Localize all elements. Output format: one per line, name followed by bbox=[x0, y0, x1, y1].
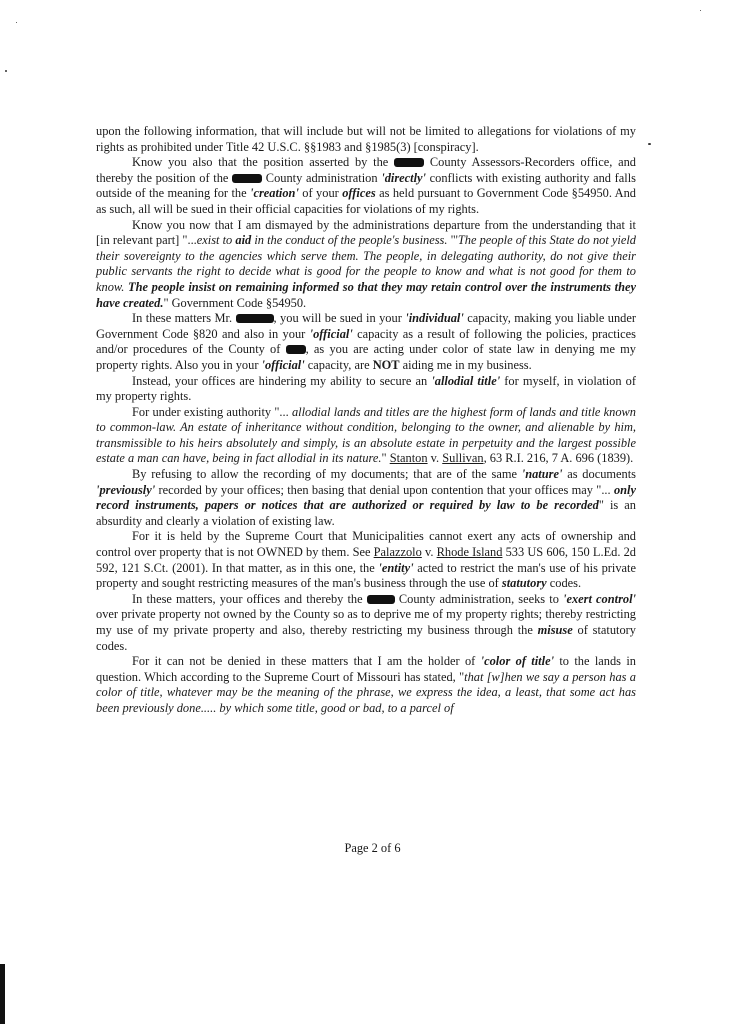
text-run: In these matters, your offices and thereby the bbox=[132, 591, 367, 606]
text-run: capacity, are bbox=[304, 357, 373, 372]
text-run: , 63 R.I. 216, 7 A. 696 (1839). bbox=[483, 451, 634, 466]
scan-edge-mark bbox=[0, 964, 5, 1024]
text-run: 'allodial title' bbox=[431, 373, 501, 388]
text-run: Instead, your offices are hindering my ability to secure an bbox=[132, 373, 432, 388]
text-run: 'color of title' bbox=[480, 654, 555, 669]
text-run: Know you also that the position asserted by the bbox=[132, 155, 395, 170]
text-run: recorded by your offices; then basing that denial upon contention that your offices may "... bbox=[155, 482, 614, 497]
scan-speck bbox=[648, 143, 651, 145]
scan-speck bbox=[700, 10, 701, 11]
text-run: For it can not be denied in these matters that I am the holder of bbox=[132, 654, 481, 669]
redaction-block bbox=[394, 158, 424, 167]
case-name: Rhode Island bbox=[436, 545, 503, 560]
text-run: "' bbox=[447, 233, 458, 248]
text-run: only record instruments, papers or notices that are authorized or required by law to be recorded bbox=[96, 482, 636, 513]
text-run: , as you are acting under color of state law in denying me my property rights. Also you in your bbox=[96, 342, 636, 372]
page-number: Page 2 of 6 bbox=[344, 841, 401, 855]
text-run: exist to bbox=[196, 233, 236, 248]
text-run: 'creation' bbox=[250, 186, 299, 201]
paragraph bbox=[96, 218, 636, 312]
text-run: 'individual' bbox=[405, 311, 464, 326]
text-run: 'directly' bbox=[381, 170, 426, 185]
redaction-block bbox=[236, 314, 274, 323]
text-run: , you will be sued in your bbox=[273, 311, 406, 326]
text-run: 'official' bbox=[261, 357, 305, 372]
text-run: 'official' bbox=[309, 326, 353, 341]
text-run: in the conduct of the people's business. bbox=[251, 233, 448, 248]
paragraph bbox=[96, 529, 636, 591]
text-run: acted to restrict the man's use of his private property and sought restricting measures of the man's business through the use of bbox=[96, 560, 636, 591]
text-run: over private property not owned by the County so as to deprive me of my property rights; thereby restricting my use of my private property and also, thereby restricting my business through the bbox=[96, 607, 636, 637]
text-run: of statutory codes. bbox=[96, 623, 636, 653]
text-run: for myself, in violation of my property rights. bbox=[96, 373, 636, 404]
text-run: as documents bbox=[562, 467, 636, 482]
paragraph bbox=[96, 374, 636, 405]
case-name: Stanton bbox=[389, 451, 428, 466]
text-run: " bbox=[381, 451, 390, 466]
text-run: misuse bbox=[537, 623, 573, 637]
text-run: County administration, seeks to bbox=[394, 591, 564, 606]
text-run: codes. bbox=[546, 576, 582, 591]
paragraph bbox=[96, 467, 636, 529]
text-run: 'exert control' bbox=[563, 591, 636, 606]
text-run: v. bbox=[421, 545, 437, 560]
text-run: The people of this State do not yield their sovereignty to the agencies which serve them. The people, in delegating authority, do not give their public servants the right to decide what is good for the people to know and what is not good for them to know. bbox=[96, 233, 636, 294]
paragraph bbox=[96, 405, 636, 467]
text-run: NOT bbox=[372, 357, 400, 372]
paragraph bbox=[96, 654, 636, 716]
text-run: v. bbox=[427, 451, 443, 466]
text-run: The people insist on remaining informed so that they may retain control over the instruments they have created. bbox=[96, 279, 636, 310]
case-name: Sullivan bbox=[442, 451, 484, 466]
text-run: conflicts with existing authority and falls outside of the meaning for the bbox=[96, 170, 636, 201]
case-name: Palazzolo bbox=[373, 545, 422, 560]
text-run: " is an absurdity and clearly a violation of existing law. bbox=[96, 498, 636, 528]
text-run: 533 US 606, 150 L.Ed. 2d 592, 121 S.Ct. (2001). In that matter, as in this one, the bbox=[96, 545, 636, 575]
text-run: capacity as a result of following the policies, practices and/or procedures of the County of bbox=[96, 326, 636, 357]
text-run: " Government Code §54950. bbox=[163, 295, 307, 310]
text-run: In these matters Mr. bbox=[132, 311, 236, 326]
text-run: Know you now that I am dismayed by the administrations departure from the understanding that it [in relevant part] "... bbox=[96, 217, 636, 248]
paragraph bbox=[96, 592, 636, 654]
scan-speck bbox=[5, 70, 7, 72]
text-run: offices bbox=[342, 186, 376, 201]
text-run: aiding me in my business. bbox=[399, 357, 532, 372]
text-run: County administration bbox=[262, 170, 382, 185]
text-run: statutory bbox=[501, 576, 547, 591]
text-run: County Assessors-Recorders office, and thereby the position of the bbox=[96, 155, 636, 185]
paragraph bbox=[96, 124, 636, 155]
text-run: as held pursuant to Government Code §54950. And as such, all will be sued in their official capacities for violations of my rights. bbox=[96, 186, 637, 216]
text-run: of your bbox=[298, 186, 343, 201]
text-run: For under existing authority "... bbox=[132, 404, 292, 419]
text-run: that [w]hen we say a person has a color of title, whatever may be the meaning of the phrase, we express the idea, a least, that some act has been previously done..... by which some title, good or bad, to a parcel of bbox=[96, 669, 636, 715]
text-run: aid bbox=[235, 233, 252, 248]
scan-speck bbox=[16, 22, 17, 23]
text-run: upon the following information, that will include but will not be limited to allegations for violations of my rights as prohibited under Title 42 U.S.C. §§1983 and §1985(3) [conspiracy]. bbox=[96, 124, 636, 154]
paragraph bbox=[96, 155, 636, 217]
redaction-block bbox=[232, 174, 262, 183]
text-run: to the lands in question. Which according to the Supreme Court of Missouri has stated, " bbox=[96, 654, 636, 684]
text-run: 'entity' bbox=[378, 560, 414, 575]
text-run: For it is held by the Supreme Court that Municipalities cannot exert any acts of ownership and control over property that is not OWNED by them. See bbox=[96, 529, 636, 560]
text-run: capacity, making you liable under Government Code §820 and also in your bbox=[96, 311, 636, 341]
text-run: 'previously' bbox=[96, 482, 156, 497]
text-run: 'nature' bbox=[521, 467, 563, 482]
document-body bbox=[96, 124, 636, 717]
text-run: By refusing to allow the recording of my documents; that are of the same bbox=[132, 467, 522, 482]
redaction-block bbox=[367, 595, 395, 604]
text-run: allodial lands and titles are the highest form of lands and title known to common-law. An estate of inheritance without condition, belonging to the owner, and alienable by him, transmissible to his heirs absolutely and simply, is an absolute estate in perpetuity and the largest possible estate a man can have, being in fact allodial in its nature. bbox=[96, 404, 637, 466]
redaction-block bbox=[286, 345, 306, 354]
paragraph bbox=[96, 311, 636, 373]
